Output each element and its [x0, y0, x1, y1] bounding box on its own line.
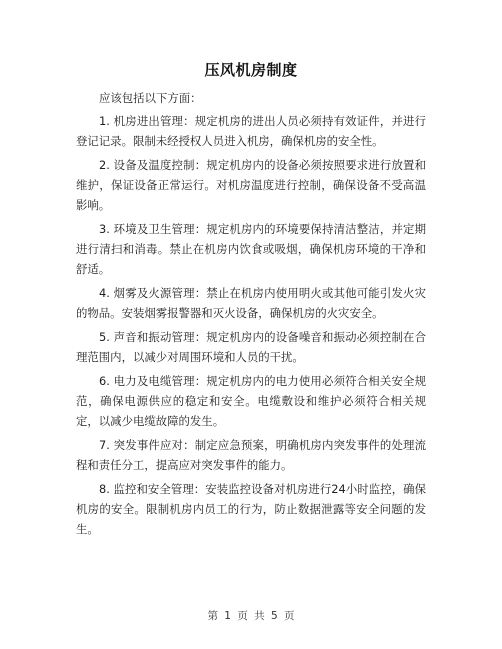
paragraph-power-cable: 6. 电力及电缆管理：规定机房内的电力使用必须符合相关安全规范，确保电源供应的稳定和安全。电缆敷设和维护必须符合相关规定，以减少电缆故障的发生。 — [76, 374, 426, 428]
document-body — [76, 88, 426, 543]
paragraph-smoke-fire: 4. 烟雾及火源管理：禁止在机房内使用明火或其他可能引发火灾的物品。安装烟雾报警器和灭火设备，确保机房的火灾安全。 — [76, 286, 426, 320]
paragraph-equipment-temperature: 2. 设备及温度控制：规定机房内的设备必须按照要求进行放置和维护，保证设备正常运行。对机房温度进行控制，确保设备不受高温影响。 — [76, 158, 426, 212]
paragraph-monitoring-security: 8. 监控和安全管理：安装监控设备对机房进行24小时监控，确保机房的安全。限制机房内员工的行为，防止数据泄露等安全问题的发生。 — [76, 482, 426, 536]
page-footer: 第 1 页 共 5 页 — [207, 610, 295, 622]
paragraph-environment-hygiene: 3. 环境及卫生管理：规定机房内的环境要保持清洁整洁，并定期进行清扫和消毒。禁止在机房内饮食或吸烟，确保机房环境的干净和舒适。 — [76, 222, 426, 276]
document-title: 压风机房制度 — [204, 61, 298, 79]
intro-paragraph: 应该包括以下方面： — [99, 91, 202, 105]
paragraph-emergency-response: 7. 突发事件应对：制定应急预案，明确机房内突发事件的处理流程和责任分工，提高应对突发事件的能力。 — [76, 438, 426, 472]
paragraph-access-management: 1. 机房进出管理：规定机房的进出人员必须持有效证件，并进行登记记录。限制未经授权人员进入机房，确保机房的安全性。 — [76, 114, 426, 148]
paragraph-noise-vibration: 5. 声音和振动管理：规定机房内的设备噪音和振动必须控制在合理范围内，以减少对周围环境和人员的干扰。 — [76, 330, 426, 364]
